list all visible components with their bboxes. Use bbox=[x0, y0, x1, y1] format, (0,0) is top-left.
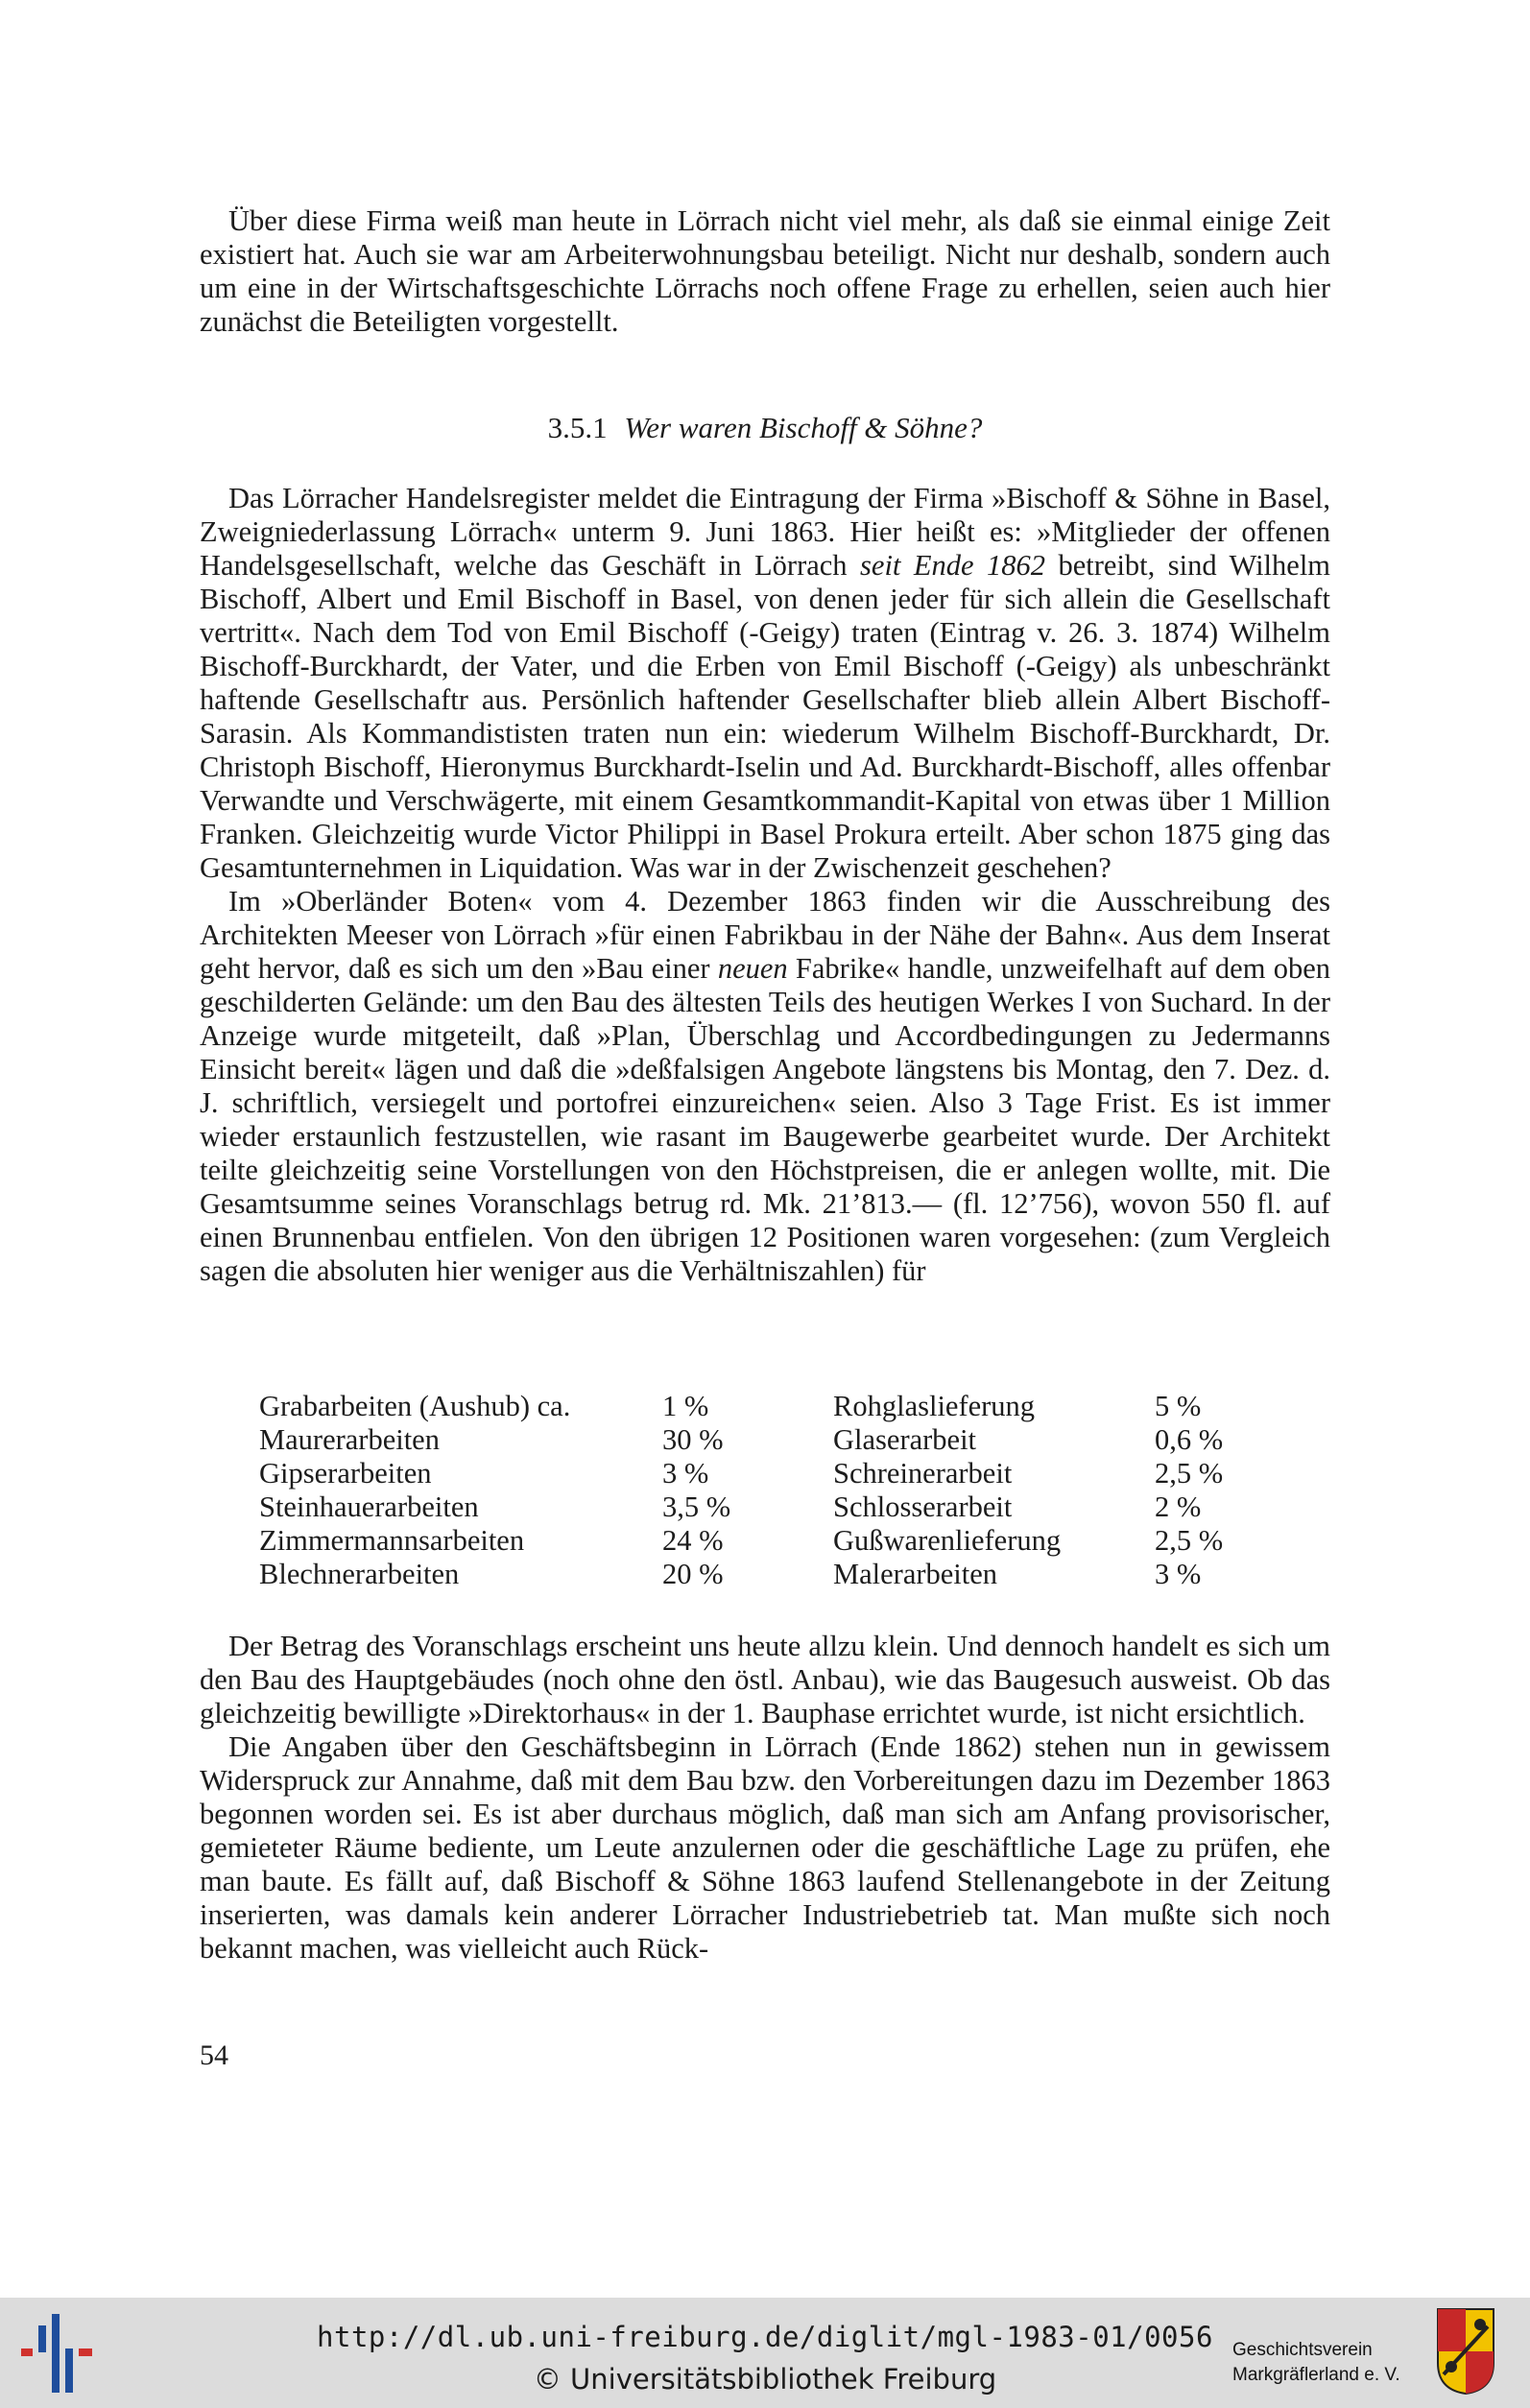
cost-row bbox=[259, 1457, 1251, 1490]
paragraph-4: Die Angaben über den Geschäftsbeginn in Lörrach (Ende 1862) stehen nun in gewissem Widerspruck zur Annahme, daß mit dem Bau bzw. den Vorbereitungen dazu im Dezember 1863 begonnen worden sei. Es ist aber durchaus möglich, daß man sich am Anfang provisorischer, gemieteter Räume bediente, um Leute anzulernen oder die geschäftliche Lage zu prüfen, ehe man baute. Es fällt auf, daß Bischoff & Söhne 1863 laufend Stellenangebote in der Zeitung inserierten, was damals kein anderer Lörracher Industriebetrieb tat. Man mußte sich noch bekannt machen, was vielleicht auch Rück- bbox=[200, 1730, 1330, 1965]
main-text bbox=[200, 482, 1330, 1288]
paragraph-1-emphasis: seit Ende 1862 bbox=[860, 549, 1046, 582]
cost-item-share: 20 % bbox=[662, 1558, 724, 1590]
cost-item-share: 2,5 % bbox=[1155, 1457, 1224, 1490]
page-number: 54 bbox=[200, 2039, 228, 2071]
society-line-1: Geschichtsverein bbox=[1232, 2340, 1373, 2360]
cost-item-label: Maurerarbeiten bbox=[259, 1423, 440, 1456]
cost-item-label: Blechnerarbeiten bbox=[259, 1558, 460, 1590]
cost-row bbox=[259, 1558, 1251, 1591]
cost-item-share: 3,5 % bbox=[662, 1490, 731, 1523]
cost-row bbox=[259, 1524, 1251, 1558]
paragraph-2 bbox=[200, 885, 1330, 1288]
cost-breakdown-table bbox=[259, 1390, 1251, 1591]
paragraph-2-part-a: Im »Oberländer Boten« vom 4. Dezember 1863 finden wir die Ausschreibung des Architekten Meeser von Lörrach »für einen Fabrikbau in der Nähe der Bahn«. Aus dem Inserat geht hervor, daß es sich um den »Bau einer bbox=[200, 885, 1330, 985]
cost-item-label: Schlosserarbeit bbox=[833, 1490, 1013, 1523]
cost-item-label: Gußwarenlieferung bbox=[833, 1524, 1062, 1557]
society-name bbox=[1232, 2338, 1434, 2388]
cost-item-label: Zimmermannsarbeiten bbox=[259, 1524, 525, 1557]
cost-item-share: 3 % bbox=[1155, 1558, 1202, 1590]
cost-item-label: Glaserarbeit bbox=[833, 1423, 977, 1456]
intro-text: Über diese Firma weiß man heute in Lörrach nicht viel mehr, als daß sie einmal einige Zeit existiert hat. Auch sie war am Arbeiterwohnungsbau beteiligt. Nicht nur deshalb, sondern auch um eine in der Wirtschaftsgeschichte Lörrachs noch offene Frage zu erhellen, seien auch hier zunächst die Beteiligten vorgestellt. bbox=[200, 204, 1330, 338]
society-line-2: Markgräflerland e. V. bbox=[1232, 2365, 1400, 2385]
section-number: 3.5.1 bbox=[547, 411, 608, 444]
paragraph-3: Der Betrag des Voranschlags erscheint uns heute allzu klein. Und dennoch handelt es sich um den Bau des Hauptgebäudes (noch ohne den östl. Anbau), wie das Baugesuch ausweist. Ob das gleichzeitig bewilligte »Direktorhaus« in der 1. Bauphase errichtet wurde, ist nicht ersichtlich. bbox=[200, 1630, 1330, 1729]
document-url[interactable]: http://dl.ub.uni-freiburg.de/diglit/mgl-1983-01/0056 bbox=[317, 2321, 1213, 2353]
cost-item-share: 24 % bbox=[662, 1524, 724, 1557]
closing-text bbox=[200, 1630, 1330, 1966]
cost-item-share: 30 % bbox=[662, 1423, 724, 1456]
cost-item-label: Steinhauerarbeiten bbox=[259, 1490, 479, 1523]
section-heading bbox=[0, 411, 1530, 445]
intro-paragraph bbox=[200, 204, 1330, 339]
section-title: Wer waren Bischoff & Söhne? bbox=[624, 411, 983, 444]
coat-of-arms-icon bbox=[1436, 2307, 1495, 2396]
cost-item-share: 5 % bbox=[1155, 1390, 1202, 1422]
cost-row bbox=[259, 1490, 1251, 1524]
paragraph-1 bbox=[200, 482, 1330, 885]
cost-item-label: Gipserarbeiten bbox=[259, 1457, 432, 1490]
cost-item-label: Schreinerarbeit bbox=[833, 1457, 1013, 1490]
cost-row bbox=[259, 1390, 1251, 1423]
cost-item-label: Malerarbeiten bbox=[833, 1558, 998, 1590]
paragraph-2-emphasis: neuen bbox=[717, 952, 788, 985]
paragraph-2-part-b: Fabrike« handle, unzweifelhaft auf dem oben geschilderten Gelände: um den Bau des ältesten Teils des heutigen Werkes I von Suchard. In der Anzeige wurde mitgeteilt, daß »Plan, Überschlag und Accordbedingungen zu Jedermanns Einsicht bereit« lägen und daß die »deßfalsigen Angebote längstens bis Montag, den 7. Dez. d. J. schriftlich, versiegelt und portofrei einzureichen« seien. Also 3 Tage Frist. Es ist immer wieder erstaunlich festzustellen, wie rasant im Baugewerbe gearbeitet wurde. Der Architekt teilte gleichzeitig seine Vorstellungen von den Höchstpreisen, die er anlegen wollte, mit. Die Gesamtsumme seines Voranschlags betrug rd. Mk. 21’813.— (fl. 12’756), wovon 550 fl. auf einen Brunnenbau entfielen. Von den übrigen 12 Positionen waren vorgesehen: (zum Vergleich sagen die absoluten hier weniger aus die Verhältniszahlen) für bbox=[200, 952, 1330, 1287]
cost-item-share: 2,5 % bbox=[1155, 1524, 1224, 1557]
cost-row bbox=[259, 1423, 1251, 1457]
cost-item-share: 0,6 % bbox=[1155, 1423, 1224, 1456]
cost-item-label: Rohglaslieferung bbox=[833, 1390, 1036, 1422]
cost-item-share: 3 % bbox=[662, 1457, 709, 1490]
copyright-notice: © Universitätsbibliothek Freiburg bbox=[533, 2363, 997, 2396]
cost-item-label: Grabarbeiten (Aushub) ca. bbox=[259, 1390, 571, 1422]
cost-item-share: 1 % bbox=[662, 1390, 709, 1422]
cost-item-share: 2 % bbox=[1155, 1490, 1202, 1523]
paragraph-1-part-a: Das Lörracher Handelsregister meldet die Eintragung der Firma »Bischoff & Söhne in Basel, Zweigniederlassung Lörrach« unterm 9. Juni 1863. Hier heißt es: »Mitglieder der offenen Handelsgesellschaft, welche das Geschäft in Lörrach bbox=[200, 482, 1330, 582]
paragraph-1-part-b: betreibt, sind Wilhelm Bischoff, Albert und Emil Bischoff in Basel, von denen jeder für sich allein die Gesellschaft vertritt«. Nach dem Tod von Emil Bischoff (-Geigy) traten (Eintrag v. 26. 3. 1874) Wilhelm Bischoff-Burckhardt, der Vater, und die Erben von Emil Bischoff (-Geigy) als unbeschränkt haftende Gesellschaftr aus. Persönlich haftender Gesellschafter blieb allein Albert Bischoff-Sarasin. Als Kommandististen traten nun ein: wiederum Wilhelm Bischoff-Burckhardt, Dr. Christoph Bischoff, Hieronymus Burckhardt-Iselin und Ad. Burckhardt-Bischoff, alles offenbar Verwandte und Verschwägerte, mit einem Gesamtkommandit-Kapital von etwas über 1 Million Franken. Gleichzeitig wurde Victor Philippi in Basel Prokura erteilt. Aber schon 1875 ging das Gesamtunternehmen in Liquidation. Was war in der Zwischenzeit geschehen? bbox=[200, 549, 1331, 884]
